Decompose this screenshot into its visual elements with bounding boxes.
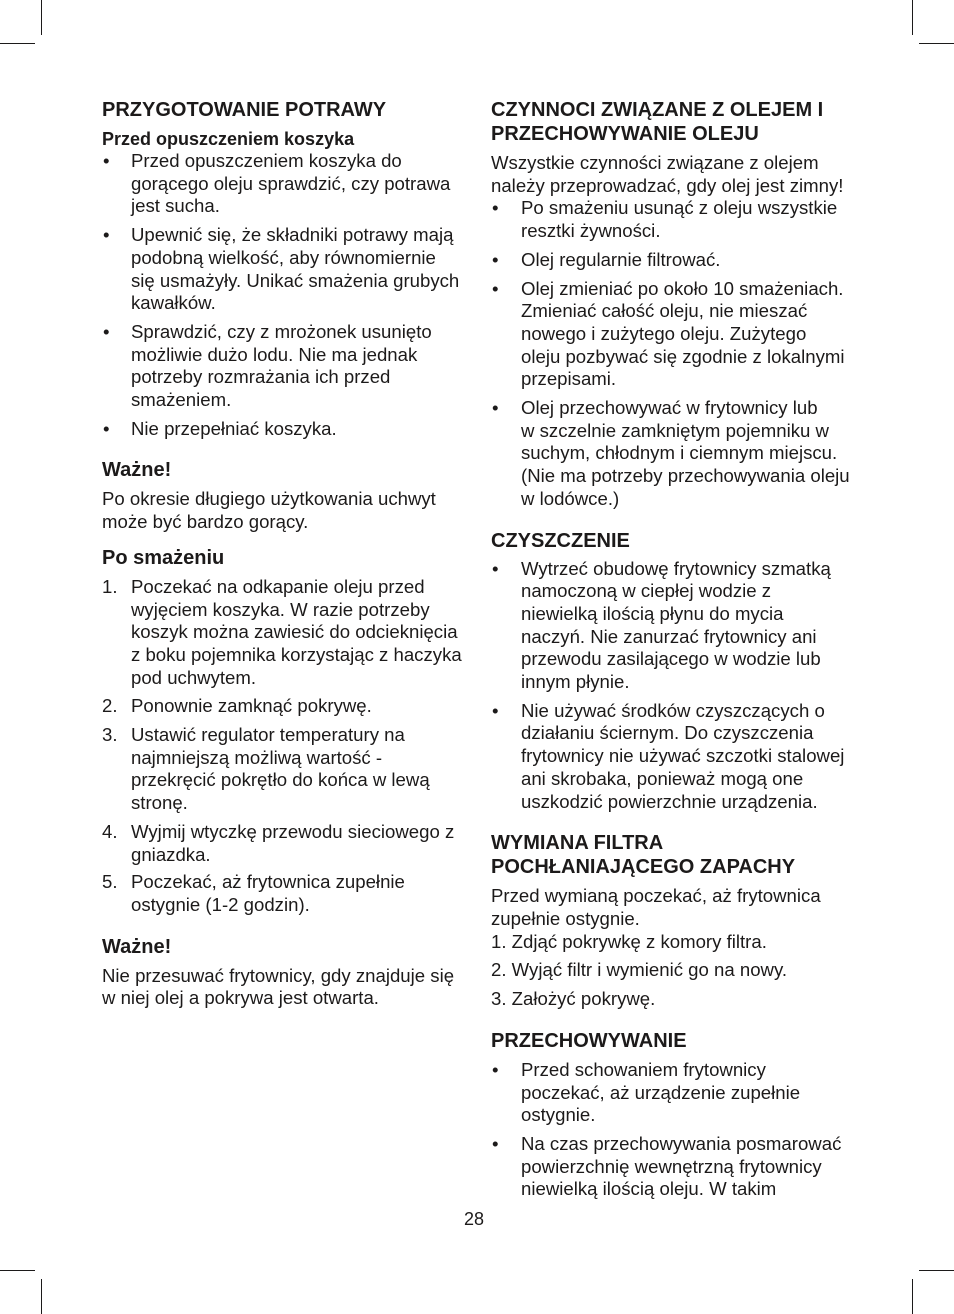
section-heading: Ważne!	[102, 935, 172, 958]
section-heading: Po smażeniu	[102, 546, 225, 569]
section-oil-handling	[491, 98, 861, 511]
list-item	[102, 871, 472, 916]
list-item	[102, 321, 472, 412]
section-heading: PRZECHOWYWANIE	[491, 1029, 687, 1052]
bullet-marker: •	[103, 150, 110, 171]
list-item-text: Olej zmieniać po około 10 smażeniach. Zmieniać całość oleju, nie mieszać nowego i zużytego oleju. Zużytego oleju pozbywać się zgodnie z lokalnymi przepisami.	[521, 277, 845, 390]
section-filter-replacement	[491, 831, 861, 1011]
section-important-handle	[102, 458, 472, 533]
crop-mark-top-left-vertical	[41, 0, 42, 35]
crop-mark-bottom-right-vertical	[912, 1279, 913, 1314]
section-food-preparation	[102, 98, 472, 440]
list-item-text: Poczekać, aż frytownica zupełnie ostygnie (1-2 godzin).	[131, 871, 405, 915]
bullet-marker: •	[492, 397, 499, 419]
crop-mark-bottom-left-horizontal	[0, 1270, 35, 1271]
list-item	[491, 397, 861, 511]
list-item-text: Wytrzeć obudowę frytownicy szmatką namoczoną w ciepłej wodzie z niewielką ilością płynu do mycia naczyń. Nie zanurzać frytownicy ani przewodu zasilającego w wodzie lub innym płynie.	[521, 557, 831, 693]
section-heading: Ważne!	[102, 459, 172, 482]
left-column	[102, 98, 472, 1010]
list-item	[102, 695, 472, 718]
section-heading: CZYSZCZENIE	[491, 529, 630, 552]
list-item-text: Po smażeniu usunąć z oleju wszystkie resztki żywności.	[521, 197, 838, 242]
crop-mark-bottom-left-vertical	[41, 1279, 42, 1314]
list-item-text: Nie przepełniać koszyka.	[131, 417, 337, 439]
list-item-text: Przed schowaniem frytownicy poczekać, aż urządzenie zupełnie ostygnie.	[521, 1058, 801, 1126]
crop-mark-bottom-right-horizontal	[919, 1270, 954, 1271]
section-heading: WYMIANA FILTRA POCHŁANIAJĄCEGO ZAPACHY	[491, 832, 796, 879]
bullet-marker: •	[492, 277, 499, 299]
list-item-text: Olej regularnie filtrować.	[521, 248, 721, 270]
right-column	[491, 98, 861, 1201]
list-item	[102, 576, 472, 690]
list-item	[102, 418, 472, 441]
step-number: 3.	[102, 724, 118, 746]
section-heading: PRZYGOTOWANIE POTRAWY	[102, 99, 387, 121]
section-heading: CZYNNOCI ZWIĄZANE Z OLEJEM I PRZECHOWYWANIE OLEJU	[491, 99, 824, 145]
bullet-marker: •	[103, 417, 110, 439]
section-important-moving	[102, 935, 472, 1010]
filter-step: 1. Zdjąć pokrywkę z komory filtra.	[491, 930, 767, 952]
crop-mark-top-left-horizontal	[0, 43, 35, 44]
bullet-marker: •	[492, 699, 499, 721]
list-item	[102, 821, 472, 866]
list-item	[491, 558, 861, 694]
bullet-list	[491, 558, 861, 814]
bullet-marker: •	[492, 197, 499, 219]
bullet-marker: •	[492, 1132, 499, 1154]
numbered-list	[102, 576, 472, 917]
list-item-text: Poczekać na odkapanie oleju przed wyjęciem koszyka. W razie potrzeby koszyk można zawiesić do odcieknięcia z boku pojemnika korzystając z haczyka pod uchwytem.	[131, 575, 462, 688]
paragraph: Przed wymianą poczekać, aż frytownica zupełnie ostygnie.	[491, 885, 821, 929]
list-item	[102, 224, 472, 315]
section-storage	[491, 1029, 861, 1201]
paragraph: Nie przesuwać frytownicy, gdy znajduje się w niej olej a pokrywa jest otwarta.	[102, 964, 455, 1009]
filter-step: 3. Założyć pokrywę.	[491, 988, 656, 1010]
list-item	[491, 278, 861, 392]
bullet-list	[102, 150, 472, 440]
list-item-text: Olej przechowywać w frytownicy lub w szczelnie zamkniętym pojemniku w suchym, chłodnym i ciemnym miejscu. (Nie ma potrzeby przechowywania oleju w lodówce.)	[521, 397, 850, 509]
list-item-text: Na czas przechowywania posmarować powierzchnię wewnętrzną frytownicy niewielką ilością oleju. W takim	[521, 1132, 842, 1200]
bullet-marker: •	[103, 224, 110, 246]
crop-mark-top-right-vertical	[912, 0, 913, 35]
list-item	[491, 1059, 861, 1127]
list-item-text: Przed opuszczeniem koszyka do gorącego oleju sprawdzić, czy potrawa jest sucha.	[131, 150, 451, 217]
step-number: 2.	[102, 695, 118, 717]
bullet-marker: •	[492, 248, 499, 270]
step-number: 4.	[102, 820, 118, 842]
bullet-list	[491, 1059, 861, 1201]
list-item-text: Ustawić regulator temperatury na najmniejszą możliwą wartość - przekręcić pokrętło do końca w lewą stronę.	[131, 724, 430, 814]
section-after-frying	[102, 546, 472, 917]
section-cleaning	[491, 529, 861, 814]
list-item	[102, 724, 472, 815]
list-item-text: Upewnić się, że składniki potrawy mają podobną wielkość, aby równomiernie się usmażyły. Unikać smażenia grubych kawałków.	[131, 224, 460, 314]
list-item	[102, 150, 472, 218]
crop-mark-top-right-horizontal	[919, 43, 954, 44]
list-item-text: Ponownie zamknąć pokrywę.	[131, 695, 372, 717]
paragraph: Wszystkie czynności związane z olejem należy przeprowadzać, gdy olej jest zimny!	[491, 152, 844, 196]
list-item-text: Nie używać środków czyszczących o działaniu ściernym. Do czyszczenia frytownicy nie używać szczotki stalowej ani skrobaka, ponieważ mogą one uszkodzić powierzchnie urządzenia.	[521, 699, 845, 812]
bullet-marker: •	[103, 320, 110, 342]
list-item-text: Wyjmij wtyczkę przewodu sieciowego z gniazdka.	[131, 820, 455, 865]
subsection-heading: Przed opuszczeniem koszyka	[102, 129, 355, 149]
step-number: 1.	[102, 575, 118, 597]
paragraph: Po okresie długiego użytkowania uchwyt może być bardzo gorący.	[102, 488, 436, 533]
list-item	[491, 197, 861, 242]
step-number: 5.	[102, 871, 118, 893]
bullet-marker: •	[492, 1058, 499, 1080]
bullet-marker: •	[492, 557, 499, 579]
list-item-text: Sprawdzić, czy z mrożonek usunięto możliwie dużo lodu. Nie ma jednak potrzeby rozmrażania ich przed smażeniem.	[131, 320, 432, 411]
list-item	[491, 1133, 861, 1201]
list-item	[491, 700, 861, 814]
filter-step: 2. Wyjąć filtr i wymienić go na nowy.	[491, 959, 788, 981]
bullet-list	[491, 197, 861, 510]
page-number: 28	[463, 1209, 485, 1229]
list-item	[491, 249, 861, 272]
